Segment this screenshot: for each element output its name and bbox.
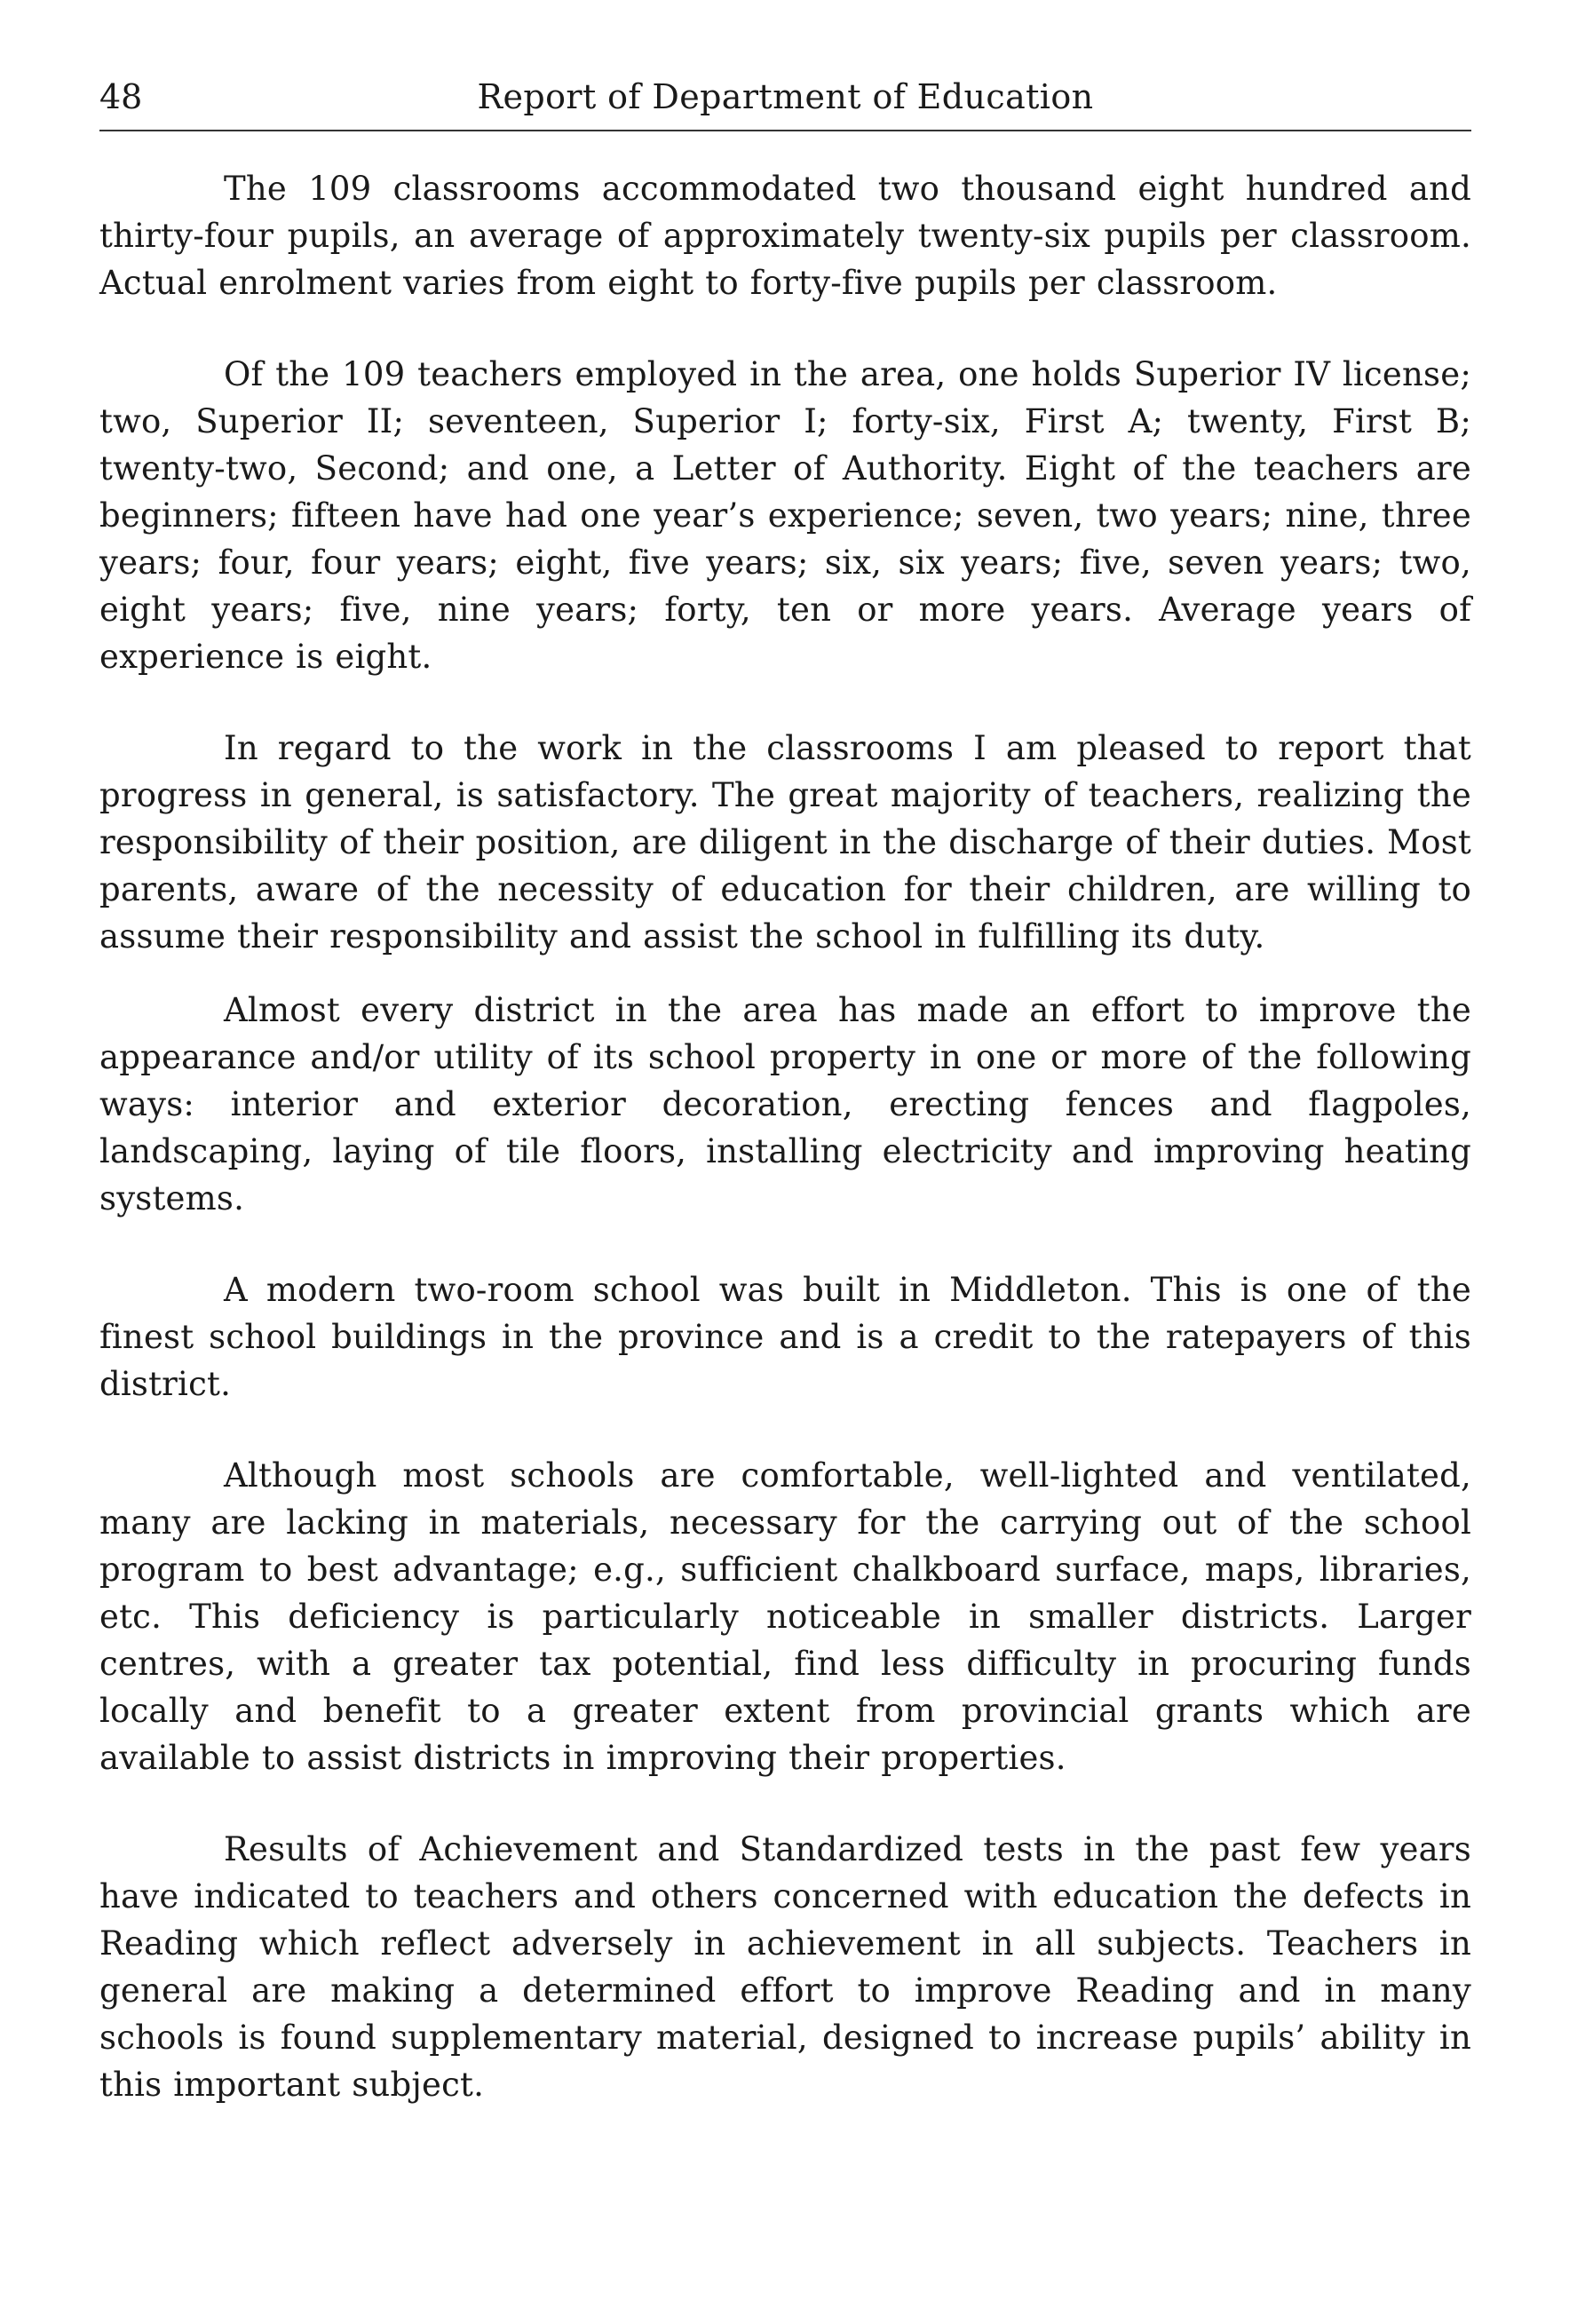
paragraph-materials: Although most schools are comfortable, well-lighted and ventilated, many are lacking in materials, necessary for the carrying out of the school program to best advantage; e.g., sufficient chalkboard surface, maps, libraries, etc. This deficiency is particularly noticeable in smaller districts. Larger centres, with a greater tax potential, find less difficulty in procuring funds locally and benefit to a greater extent from provincial grants which are available to assist districts in improving their properties. xyxy=(99,1456,1471,1777)
running-head xyxy=(99,69,1471,124)
paragraph-improvements: Almost every district in the area has made an effort to improve the appearance and/or utility of its school property in one or more of the following ways: interior and exterior decoration, erecting fences and flagpoles, landscaping, laying of tile floors, installing electricity and improving heating systems. xyxy=(99,991,1471,1218)
paragraph-middleton-school: A modern two-room school was built in Middleton. This is one of the finest school buildings in the province and is a credit to the ratepayers of this district. xyxy=(99,1271,1471,1403)
paragraph-teachers: Of the 109 teachers employed in the area, one holds Superior IV license; two, Superior II; seventeen, Superior I; forty-six, First A; twenty, First B; twenty-two, Second; and one, a Letter of Authority. Eight of the teachers are beginners; fifteen have had one year’s experience; seven, two years; nine, three years; four, four years; eight, five years; six, six years; five, seven years; two, eight years; five, nine years; forty, ten or more years. Average years of experience is eight. xyxy=(99,355,1471,676)
paragraph-classrooms: The 109 classrooms accommodated two thousand eight hundred and thirty-four pupils, an average of approximately twenty-six pupils per classroom. Actual enrolment varies from eight to forty-five pupils per classroom. xyxy=(99,170,1471,302)
body-text xyxy=(99,165,1471,2153)
paragraph-reading-tests: Results of Achievement and Standardized tests in the past few years have indicated to teachers and others concerned with education the defects in Reading which reflect adversely in achievement in all subjects. Teachers in general are making a determined effort to improve Reading and in many schools is found supplementary material, designed to increase pupils’ ability in this important subject. xyxy=(99,1830,1471,2104)
page-number: 48 xyxy=(99,77,143,116)
paragraph-progress: In regard to the work in the classrooms I am pleased to report that progress in general, is satisfactory. The great majority of teachers, realizing the responsibility of their position, are diligent in the discharge of their duties. Most parents, aware of the necessity of education for their children, are willing to assume their responsibility and assist the school in fulfilling its duty. xyxy=(99,729,1471,956)
header-rule xyxy=(99,130,1471,131)
running-head-title: Report of Department of Education xyxy=(477,77,1094,116)
